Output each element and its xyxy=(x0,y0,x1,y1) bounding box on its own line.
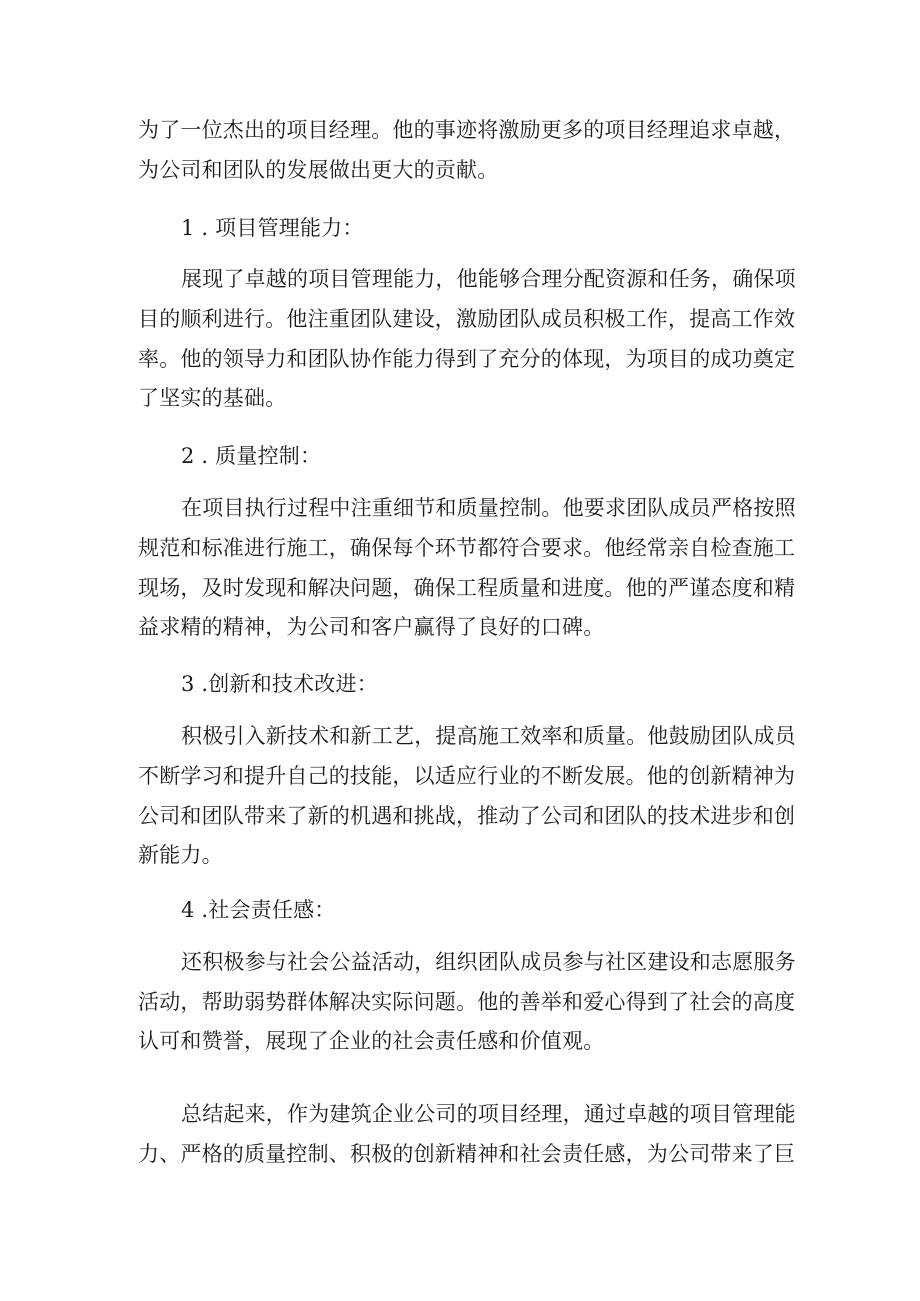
paragraph-line: 为了一位杰出的项目经理。他的事迹将激励更多的项目经理追求卓越， xyxy=(138,118,796,142)
paragraph-line: 了坚实的基础。 xyxy=(138,386,287,410)
paragraph-line: 认可和赞誉，展现了企业的社会责任感和价值观。 xyxy=(138,1029,605,1053)
paragraph-line: 还积极参与社会公益活动，组织团队成员参与社区建设和志愿服务 xyxy=(181,950,796,974)
paragraph-line: 率。他的领导力和团队协作能力得到了充分的体现，为项目的成功奠定 xyxy=(138,347,796,371)
section-heading: 3 .创新和技术改进： xyxy=(181,672,378,696)
paragraph-line: 公司和团队带来了新的机遇和挑战，推动了公司和团队的技术进步和创 xyxy=(138,804,796,828)
paragraph-line: 规范和标准进行施工，确保每个环节都符合要求。他经常亲自检查施工 xyxy=(138,536,796,560)
paragraph-line: 新能力。 xyxy=(138,843,223,867)
section-heading: 1 . 项目管理能力： xyxy=(181,216,364,240)
paragraph-line: 为公司和团队的发展做出更大的贡献。 xyxy=(138,158,499,182)
paragraph-line: 展现了卓越的项目管理能力，他能够合理分配资源和任务，确保项 xyxy=(181,267,796,291)
paragraph-line: 益求精的精神，为公司和客户赢得了良好的口碑。 xyxy=(138,615,605,639)
paragraph-line: 不断学习和提升自己的技能，以适应行业的不断发展。他的创新精神为 xyxy=(138,764,796,788)
paragraph-line: 力、严格的质量控制、积极的创新精神和社会责任感，为公司带来了巨 xyxy=(138,1142,796,1166)
section-heading: 4 .社会责任感： xyxy=(181,898,336,922)
paragraph-line: 活动，帮助弱势群体解决实际问题。他的善举和爱心得到了社会的高度 xyxy=(138,990,796,1014)
section-heading: 2 . 质量控制： xyxy=(181,444,322,468)
paragraph-line: 现场，及时发现和解决问题，确保工程质量和进度。他的严谨态度和精 xyxy=(138,576,796,600)
paragraph-line: 积极引入新技术和新工艺，提高施工效率和质量。他鼓励团队成员 xyxy=(181,724,796,748)
paragraph-line: 目的顺利进行。他注重团队建设，激励团队成员积极工作，提高工作效 xyxy=(138,307,796,331)
paragraph-line: 总结起来，作为建筑企业公司的项目经理，通过卓越的项目管理能 xyxy=(181,1102,796,1126)
paragraph-line: 在项目执行过程中注重细节和质量控制。他要求团队成员严格按照 xyxy=(181,496,796,520)
